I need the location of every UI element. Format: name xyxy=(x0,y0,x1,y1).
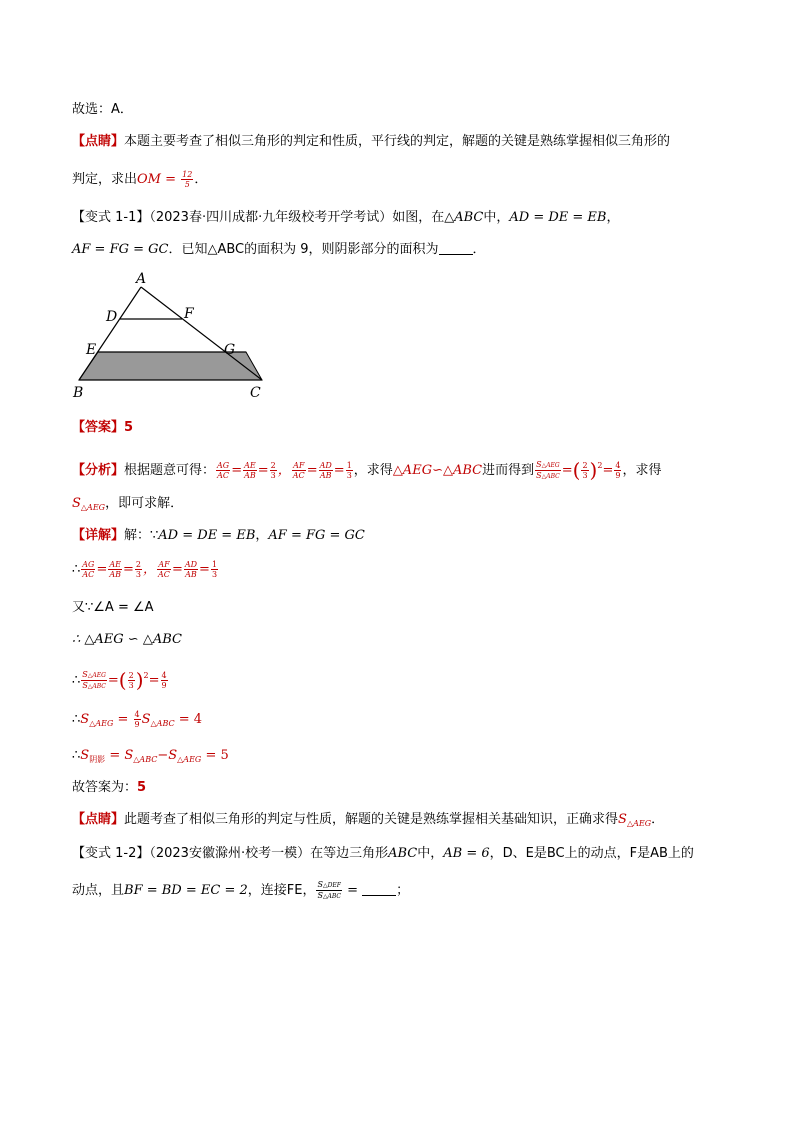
area-ratio-expr: $\frac{\text{S△AEG}}{\text{S△ABC}}$ =( $\frac{2}{3}$ )$^2$= $\frac{4}{9}$ xyxy=(536,458,621,482)
label-f: F xyxy=(184,306,194,322)
conclusion-text: 故选：A． xyxy=(72,102,133,117)
analysis-line xyxy=(72,456,661,481)
triangle-abc: △ABC xyxy=(444,210,484,225)
answer-value: 5 xyxy=(124,420,134,435)
similarity-expr: △AEG∽△ABC xyxy=(392,463,483,478)
angle-equal-text: 又∵∠A = ∠A xyxy=(72,600,154,615)
analysis-text-2: ，求得 xyxy=(353,463,393,478)
label-e: E xyxy=(86,342,97,358)
area-ratio-def-abc: $\frac{\text{S△DEF}}{\text{S△ABC}}$ = xyxy=(317,880,359,900)
analysis-line-2 xyxy=(72,494,183,518)
variant-1-1-line: 【变式 1-1】（2023春·四川成都·九年级校考开学考试）如图，在△ABC中，AD = DE = EB， xyxy=(72,210,620,225)
analysis-text-4: ，求得 xyxy=(622,463,662,478)
analysis-text-5: ，即可求解． xyxy=(105,496,184,511)
s-aeg-term-2: $S_{\triangle AEG}$ xyxy=(618,812,652,828)
variant-1-2-text-4: ，连接FE， xyxy=(247,883,316,898)
variant-1-2-line-2: 动点，且BF = BD = EC = 2，连接FE， $\frac{\text{S△DEF}}{\text{S△ABC}}$ = ； xyxy=(72,880,410,900)
variant-1-2-line xyxy=(72,844,694,864)
review-tag-2: 【点睛】 xyxy=(72,812,125,827)
answer-blank[interactable] xyxy=(439,242,473,255)
om-expression: OM = $\frac{12}{5}$ xyxy=(137,170,193,189)
detail-step-4 xyxy=(72,630,182,650)
triangle-figure xyxy=(70,268,280,402)
answer-tag: 【答案】 xyxy=(72,420,125,435)
final-answer-line xyxy=(72,778,146,798)
variant-1-1-line-2: AF = FG = GC．已知△ABC的面积为 9，则阴影部分的面积为 ． xyxy=(72,242,486,257)
label-b: B xyxy=(73,385,84,401)
therefore-sign: ∴ xyxy=(72,562,81,577)
review-text-2: 判定，求出 xyxy=(72,172,138,187)
final-answer-text: 故答案为： xyxy=(72,780,138,795)
variant-1-2-text-2: ，D、E是BC上的动点，F是AB上的 xyxy=(489,846,694,861)
ad-de-eb-expr: AD = DE = EB xyxy=(509,210,607,225)
variant-1-2-text-3: 动点，且 xyxy=(72,883,125,898)
review-note-2-line: 【点睛】此题考查了相似三角形的判定与性质，解题的关键是熟练掌握相关基础知识，正确求得$S_{\triangle AEG}$． xyxy=(72,812,665,828)
answer-line xyxy=(72,418,133,438)
detail-expr-2: AF = FG = GC xyxy=(268,528,365,543)
label-c: C xyxy=(250,385,261,401)
review-text: 本题主要考查了相似三角形的判定和性质，平行线的判定，解题的关键是熟练掌握相似三角形的 xyxy=(124,134,671,149)
similarity-conclusion: ∴ △AEG ∽ △ABC xyxy=(72,632,182,647)
ratio-expr-1: $\frac{AG}{AC}$ = $\frac{AE}{AB}$ = $\frac{2}{3}$ ， $\frac{AF}{AC}$ = $\frac{AD}{AB}$ = $\frac{1}{3}$ xyxy=(217,461,352,480)
area-ratio-expr-2: $\frac{\text{S△AEG}}{\text{S△ABC}}$ =( $\frac{2}{3}$ )$^2$= $\frac{4}{9}$ xyxy=(82,668,167,692)
analysis-text: 根据题意可得： xyxy=(124,463,216,478)
analysis-tag: 【分析】 xyxy=(72,463,125,478)
conclusion-line xyxy=(72,100,133,120)
ratio-expr-2: $\frac{AG}{AC}$ = $\frac{AE}{AB}$ = $\frac{2}{3}$ ， $\frac{AF}{AC}$ = $\frac{AD}{AB}$ = $\frac{1}{3}$ xyxy=(82,560,218,579)
label-d: D xyxy=(106,309,118,325)
label-g: G xyxy=(224,342,236,358)
final-answer-value: 5 xyxy=(137,780,147,795)
triangle-abc-2: ABC xyxy=(388,846,418,861)
detail-step-6 xyxy=(72,710,202,734)
review-tag: 【点睛】 xyxy=(72,134,125,149)
shaded-area-expr: $S_{阴影} = S_{\triangle ABC}-S_{\triangle AEG} = 5$ xyxy=(80,748,229,764)
area-aeg-expr: $S_{\triangle AEG}$ = $\frac{4}{9}$ $S_{\triangle ABC} = 4$ xyxy=(80,710,203,729)
detail-line: 【详解】解：∵AD = DE = EB，AF = FG = GC xyxy=(72,528,365,543)
detail-step-2 xyxy=(72,560,219,580)
variant-1-2-text: 中， xyxy=(417,846,444,861)
therefore-sign-2: ∴ xyxy=(72,673,81,688)
detail-expr-1: AD = DE = EB xyxy=(158,528,256,543)
variant-1-1-text-2: ．已知△ABC的面积为 9，则阴影部分的面积为 xyxy=(168,242,439,257)
af-fg-gc-expr: AF = FG = GC xyxy=(72,242,169,257)
answer-blank-2[interactable] xyxy=(362,883,396,896)
detail-text: 解：∵ xyxy=(124,528,159,543)
variant-1-1-text: 中， xyxy=(483,210,510,225)
label-a: A xyxy=(136,271,147,287)
ab-length-expr: AB = 6 xyxy=(443,846,490,861)
detail-step-7 xyxy=(72,746,229,770)
review-note-line-2: 判定，求出OM = $\frac{12}{5}$ ． xyxy=(72,170,208,189)
review-text-3: 此题考查了相似三角形的判定与性质，解题的关键是熟练掌握相关基础知识，正确求得 xyxy=(124,812,619,827)
detail-step-3 xyxy=(72,598,154,618)
variant-1-1-header: 【变式 1-1】（2023春·四川成都·九年级校考开学考试）如图，在 xyxy=(72,210,445,225)
detail-step-5 xyxy=(72,666,169,691)
therefore-sign-3: ∴ xyxy=(72,712,81,727)
therefore-sign-4: ∴ xyxy=(72,748,81,763)
variant-1-2-header: 【变式 1-2】（2023安徽滁州·校考一模）在等边三角形 xyxy=(72,846,389,861)
s-aeg-term: $S_{\triangle AEG}$ xyxy=(72,496,106,512)
detail-tag: 【详解】 xyxy=(72,528,125,543)
analysis-text-3: 进而得到 xyxy=(482,463,535,478)
bf-bd-ec-expr: BF = BD = EC = 2 xyxy=(124,883,248,898)
review-note-line xyxy=(72,132,670,152)
